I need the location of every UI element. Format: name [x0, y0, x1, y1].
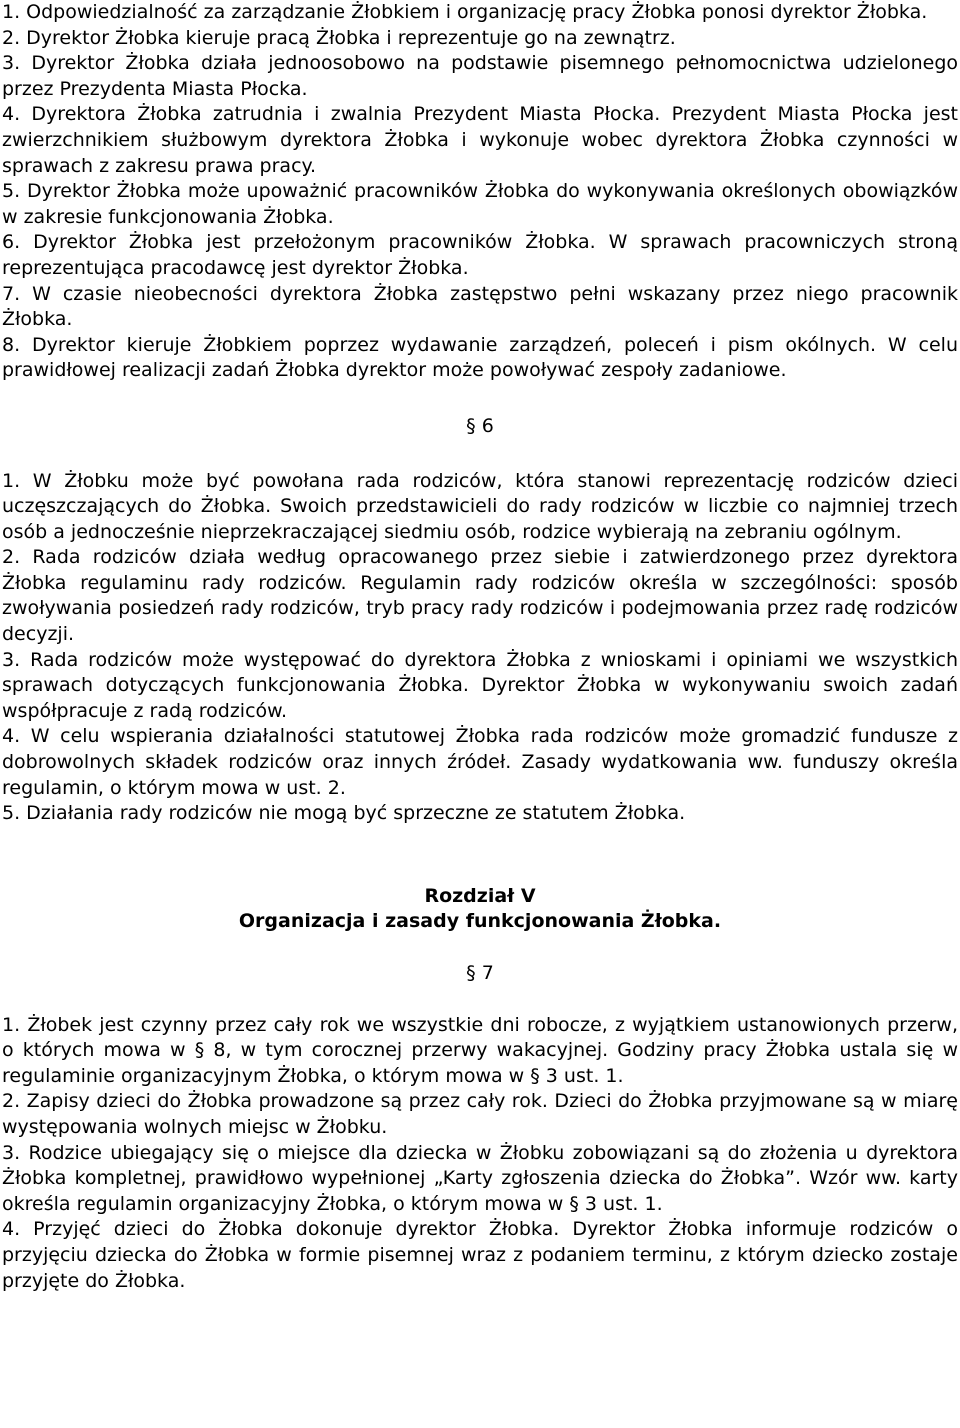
paragraph-group-parents-council — [2, 469, 958, 827]
paragraph-group-director — [2, 0, 958, 384]
paragraph-group-organization — [2, 1013, 958, 1295]
paragraph: 2. Dyrektor Żłobka kieruje pracą Żłobka i reprezentuje go na zewnątrz. — [2, 26, 676, 49]
paragraph: 7. W czasie nieobecności dyrektora Żłobka zastępstwo pełni wskazany przez niego pracownik Żłobka. — [2, 282, 958, 331]
section-number-7: § 7 — [466, 962, 494, 984]
paragraph: 3. Dyrektor Żłobka działa jednoosobowo na podstawie pisemnego pełnomocnictwa udzielonego przez Prezydenta Miasta Płocka. — [2, 52, 958, 100]
paragraph: 4. Przyjęć dzieci do Żłobka dokonuje dyrektor Żłobka. Dyrektor Żłobka informuje rodziców o przyjęciu dziecka do Żłobka w formie pisemnej wraz z podaniem terminu, z którym dziecko zostaje przyjęte do Żłobka. — [2, 1218, 958, 1292]
paragraph: 6. Dyrektor Żłobka jest przełożonym pracowników Żłobka. W sprawach pracowniczych stroną reprezentująca pracodawcę jest dyrektor Żłobka. — [2, 231, 958, 279]
paragraph: 1. W Żłobku może być powołana rada rodziców, która stanowi reprezentację rodziców dzieci uczęszczających do Żłobka. Swoich przedstawicieli do rady rodziców w liczbie co najmniej trzech osób a jednocześnie nieprzekraczającej siedmiu osób, rodzice wybierają na zebraniu ogólnym. — [2, 469, 958, 543]
paragraph: 3. Rodzice ubiegający się o miejsce dla dziecka w Żłobku zobowiązani są do złożenia u dyrektora Żłobka kompletnej, prawidłowo wypełnionej „Karty zgłoszenia dziecka do Żłobka”. Wzór ww. karty określa regulamin organizacyjny Żłobka, o którym mowa w § 3 ust. 1. — [2, 1141, 958, 1215]
section-number-6: § 6 — [466, 414, 494, 437]
paragraph: 1. Żłobek jest czynny przez cały rok we wszystkie dni robocze, z wyjątkiem ustanowionych przerw, o których mowa w § 8, w tym corocznej przerwy wakacyjnej. Godziny pracy Żłobka ustala się w regulaminie organizacyjnym Żłobka, o którym mowa w § 3 ust. 1. — [2, 1013, 958, 1087]
paragraph: 3. Rada rodziców może występować do dyrektora Żłobka z wnioskami i opiniami we wszystkich sprawach dotyczących funkcjonowania Żłobka. Dyrektor Żłobka w wykonywaniu swoich zadań współpracuje z radą rodziców. — [2, 648, 958, 722]
paragraph: 1. Odpowiedzialność za zarządzanie Żłobkiem i organizację pracy Żłobka ponosi dyrektor Żłobka. — [2, 1, 928, 23]
chapter-number: Rozdział V — [424, 884, 536, 907]
paragraph: 8. Dyrektor kieruje Żłobkiem poprzez wydawanie zarządzeń, poleceń i pism okólnych. W celu prawidłowej realizacji zadań Żłobka dyrektor może powoływać zespoły zadaniowe. — [2, 333, 958, 382]
paragraph: 4. Dyrektora Żłobka zatrudnia i zwalnia Prezydent Miasta Płocka. Prezydent Miasta Płocka jest zwierzchnikiem służbowym dyrektora Żłobka i wykonuje wobec dyrektora Żłobka czynności w sprawach z zakresu prawa pracy. — [2, 103, 958, 177]
paragraph: 2. Zapisy dzieci do Żłobka prowadzone są przez cały rok. Dzieci do Żłobka przyjmowane są w miarę występowania wolnych miejsc w Żłobku. — [2, 1090, 958, 1138]
document-page — [2, 0, 958, 1294]
chapter-title: Organizacja i zasady funkcjonowania Żłobka. — [238, 910, 722, 933]
paragraph: 5. Działania rady rodziców nie mogą być sprzeczne ze statutem Żłobka. — [2, 802, 686, 825]
paragraph: 4. W celu wspierania działalności statutowej Żłobka rada rodziców może gromadzić fundusze z dobrowolnych składek rodziców oraz innych źródeł. Zasady wydatkowania ww. funduszy określa regulamin, o którym mowa w ust. 2. — [2, 725, 958, 799]
paragraph: 5. Dyrektor Żłobka może upoważnić pracowników Żłobka do wykonywania określonych obowiązków w zakresie funkcjonowania Żłobka. — [2, 180, 958, 228]
paragraph: 2. Rada rodziców działa według opracowanego przez siebie i zatwierdzonego przez dyrektora Żłobka regulaminu rady rodziców. Regulamin rady rodziców określa w szczególności: sposób zwoływania posiedzeń rady rodziców, tryb pracy rady rodziców i podejmowania przez radę rodziców decyzji. — [2, 546, 958, 646]
